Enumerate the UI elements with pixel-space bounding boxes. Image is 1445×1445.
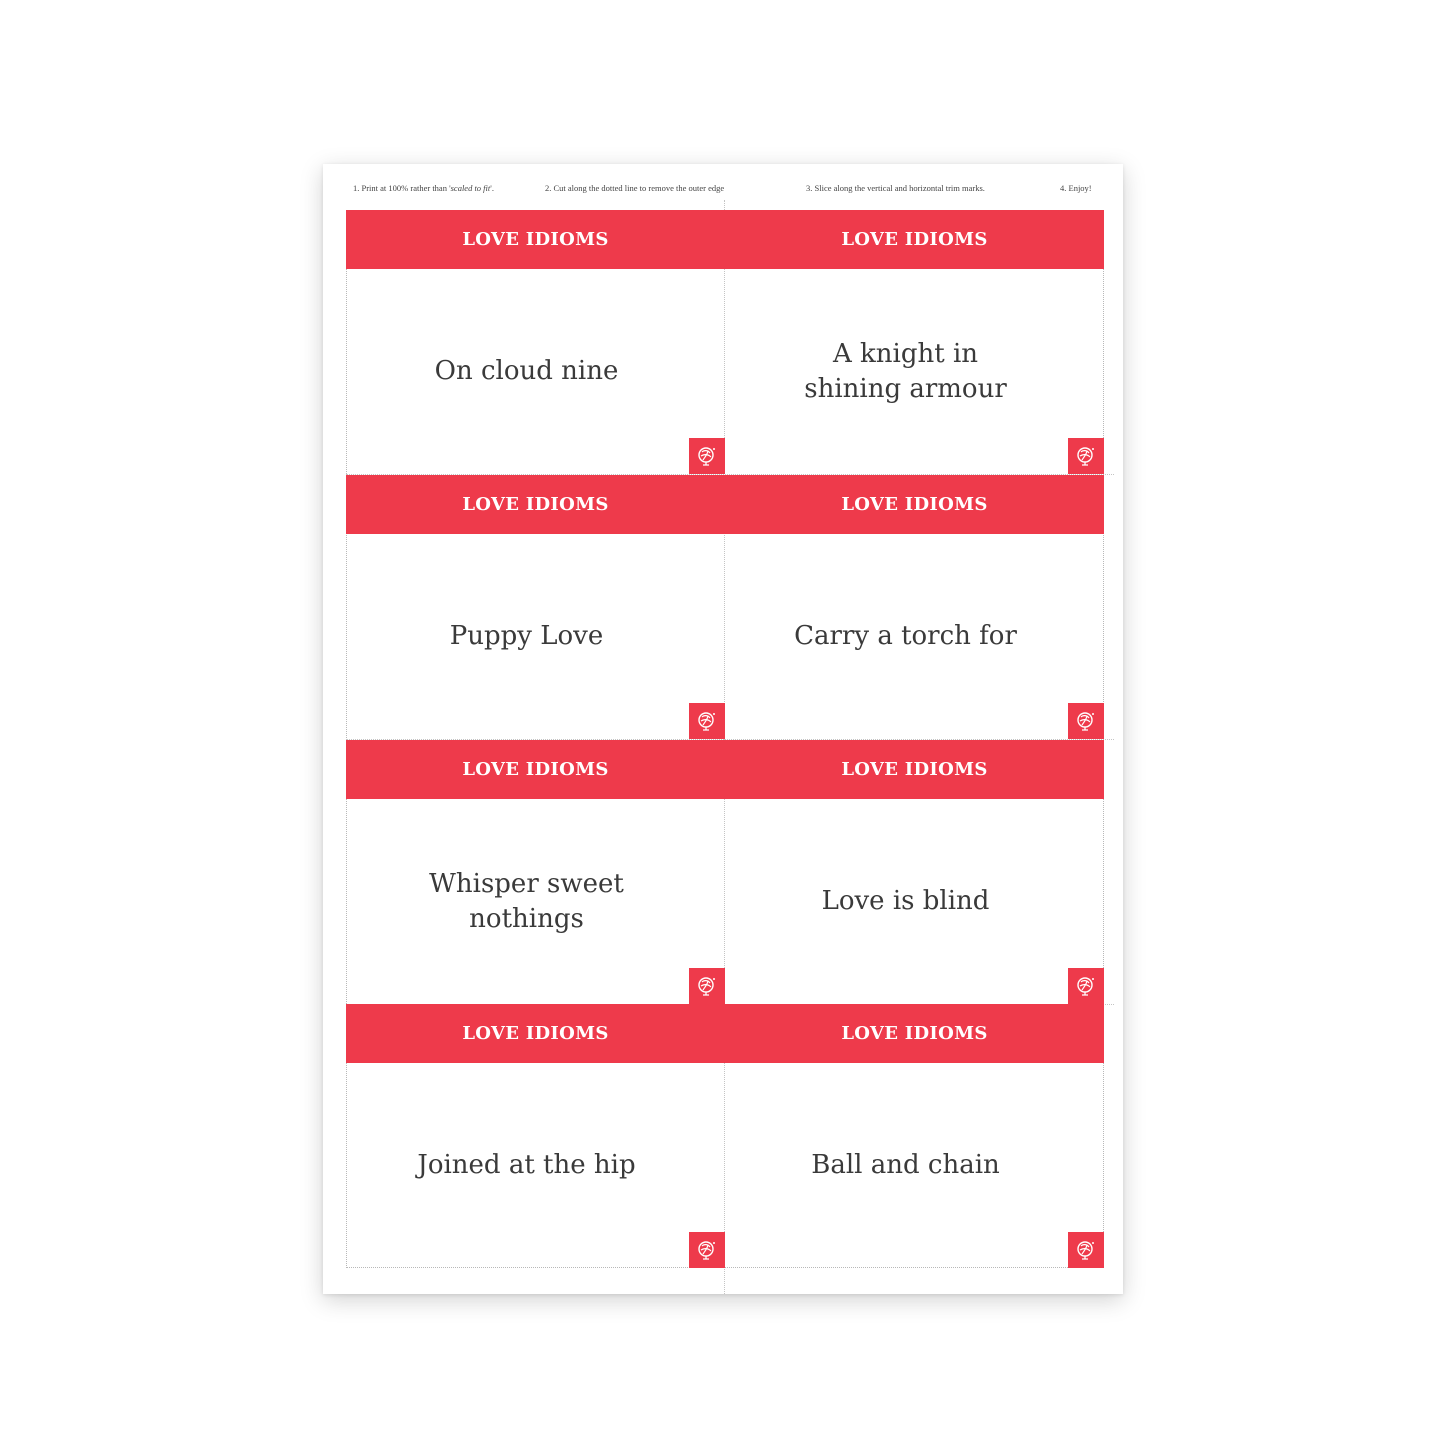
brand-logo-icon — [1068, 438, 1104, 474]
card-body — [725, 799, 1104, 1004]
idiom-text: A knight in shining armour — [804, 338, 1007, 404]
idiom-text: Puppy Love — [449, 621, 604, 651]
card-body — [346, 799, 725, 1004]
card-header: LOVE IDIOMS — [725, 740, 1104, 799]
idiom-text: Whisper sweet nothings — [429, 868, 624, 934]
card-body — [346, 1063, 725, 1268]
instruction-step-3: 3. Slice along the vertical and horizontal trim marks. — [806, 183, 985, 193]
idiom-card — [346, 1004, 725, 1268]
card-body — [725, 269, 1104, 474]
printable-sheet — [323, 164, 1123, 1294]
idiom-text: Carry a torch for — [794, 621, 1017, 651]
brand-logo-icon — [689, 968, 725, 1004]
card-header: LOVE IDIOMS — [725, 210, 1104, 269]
idiom-card — [346, 475, 725, 739]
idiom-text: Joined at the hip — [417, 1150, 636, 1180]
card-header: LOVE IDIOMS — [346, 210, 725, 269]
instruction-step-1-prefix: 1. Print at 100% rather than ' — [353, 183, 451, 193]
idiom-card — [725, 210, 1104, 474]
card-header: LOVE IDIOMS — [725, 475, 1104, 534]
idiom-card — [725, 1004, 1104, 1268]
brand-logo-icon — [689, 438, 725, 474]
brand-logo-icon — [1068, 968, 1104, 1004]
instruction-step-1-emphasis: scaled to fit — [450, 183, 491, 193]
card-body — [346, 534, 725, 739]
brand-logo-icon — [689, 1232, 725, 1268]
idiom-card — [346, 740, 725, 1004]
brand-logo-icon — [1068, 703, 1104, 739]
instruction-step-4: 4. Enjoy! — [1060, 183, 1092, 193]
card-body — [346, 269, 725, 474]
idiom-card — [725, 475, 1104, 739]
card-body — [725, 534, 1104, 739]
idiom-card — [725, 740, 1104, 1004]
card-header: LOVE IDIOMS — [346, 475, 725, 534]
instruction-step-1 — [353, 183, 494, 193]
card-header: LOVE IDIOMS — [346, 1004, 725, 1063]
card-body — [725, 1063, 1104, 1268]
idiom-text: Ball and chain — [811, 1150, 1000, 1180]
idiom-text: On cloud nine — [434, 356, 619, 386]
card-header: LOVE IDIOMS — [725, 1004, 1104, 1063]
card-header: LOVE IDIOMS — [346, 740, 725, 799]
instruction-step-1-suffix: '. — [490, 183, 494, 193]
print-instructions — [323, 183, 1123, 197]
brand-logo-icon — [689, 703, 725, 739]
instruction-step-2: 2. Cut along the dotted line to remove the outer edge — [545, 183, 725, 193]
brand-logo-icon — [1068, 1232, 1104, 1268]
idiom-card — [346, 210, 725, 474]
idiom-text: Love is blind — [821, 886, 990, 916]
